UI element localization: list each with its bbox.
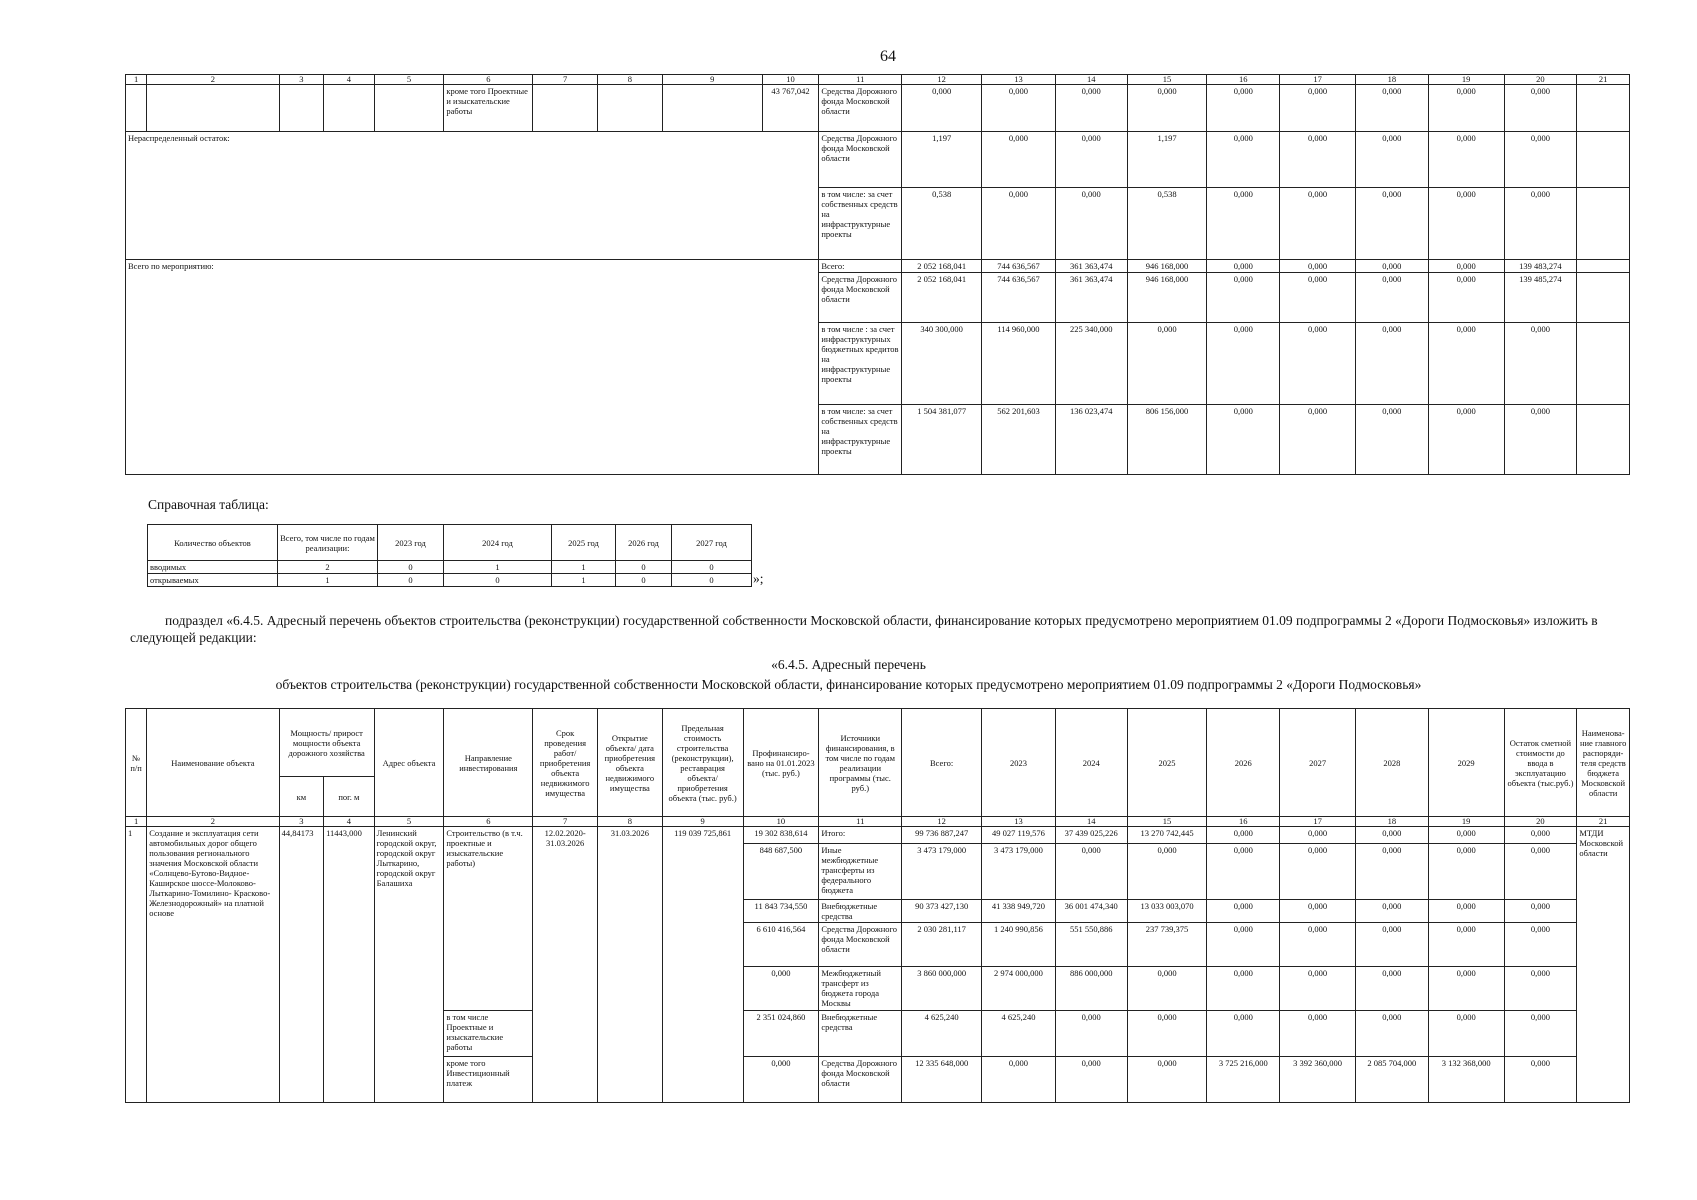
table-row: в том числе: за счет собственных средств на инфраструктурные проекты 0,538 0,000 0,000 0,538 0,000 0,000 0,000 0,000 0,000 (126, 188, 1630, 260)
table-row: кроме того Проектные и изыскательские работы 43 767,042 Средства Дорожного фонда Московской области 0,000 0,000 0,000 0,000 0,000 0,000 0,000 0,000 0,000 (126, 85, 1630, 132)
reference-table-caption: Справочная таблица: (148, 497, 269, 512)
table-row: 1 Создание и эксплуатация сети автомобильных дорог общего пользования регионального значения Московской области «Солнцево-Бутово-Видное-Каширское шоссе-Молоково-Лыткарино-Томилино- Красково-Железнодорожный» на платной основе 44,84173 11443,000 Ленинский городской округ, городской округ Лыткарино, городской округ Балашиха Строительство (в т.ч. проектные и изыскательские работы) 12.02.2020-31.03.2026 31.03.2026 119 039 725,861 19 302 838,614 Итого: 99 736 887,247 49 027 119,576 37 439 025,226 13 270 742,445 0,000 0,000 0,000 0,000 0,000 МТДИ Московской области (126, 827, 1630, 844)
table-row: в том числе : за счет инфраструктурных бюджетных кредитов на инфраструктурные проекты 340 300,000 114 960,000 225 340,000 0,000 0,000 0,000 0,000 0,000 0,000 (126, 323, 1630, 405)
table-row: 848 687,500 Иные межбюджетные трансферты из федерального бюджета 3 473 179,000 3 473 179,000 0,000 0,000 0,000 0,000 0,000 0,000 0,000 (126, 844, 1630, 900)
budget-manager: МТДИ Московской области (1577, 827, 1630, 1103)
reference-table (147, 524, 752, 587)
object-name: Создание и эксплуатация сети автомобильных дорог общего пользования регионального значения Московской области «Солнцево-Бутово-Видное-Каширское шоссе-Молоково-Лыткарино-Томилино- Красково-Железнодорожный» на платной основе (147, 827, 279, 1103)
total-label: Всего по мероприятию: (126, 260, 819, 475)
table-header-subrow: км пог. м (126, 777, 1630, 817)
table-row: Нераспределенный остаток: Средства Дорожного фонда Московской области 1,197 0,000 0,000 1,197 0,000 0,000 0,000 0,000 0,000 (126, 132, 1630, 188)
table-row: открываемых 1 0 0 1 0 0 (148, 574, 752, 587)
table-row: в том числе: за счет собственных средств на инфраструктурные проекты 1 504 381,077 562 201,603 136 023,474 806 156,000 0,000 0,000 0,000 0,000 0,000 (126, 405, 1630, 475)
column-number-row: 1 2 3 4 5 6 7 8 9 10 11 12 13 14 15 16 17 18 19 20 21 (126, 817, 1630, 827)
section-subtitle: объектов строительства (реконструкции) государственной собственности Московской области, финансирование которых предусмотрено мероприятием 01.09 подпрограммы 2 «Дороги Подмосковья» (275, 677, 1422, 692)
closing-quote: »; (753, 571, 764, 586)
table-row: в том числе Проектные и изыскательские работы 2 351 024,860 Внебюджетные средства 4 625,240 4 625,240 0,000 0,000 0,000 0,000 0,000 0,000 0,000 (126, 1011, 1630, 1057)
table-row: вводимых 2 0 1 1 0 0 (148, 561, 752, 574)
reference-table-header: Количество объектов Всего, том числе по годам реализации: 2023 год 2024 год 2025 год 2026 год 2027 год (148, 525, 752, 561)
table-row: 6 610 416,564 Средства Дорожного фонда Московской области 2 030 281,117 1 240 990,856 551 550,886 237 739,375 0,000 0,000 0,000 0,000 0,000 (126, 923, 1630, 967)
amendment-paragraph: подраздел «6.4.5. Адресный перечень объектов строительства (реконструкции) государственной собственности Московской области, финансирование которых предусмотрено мероприятием 01.09 подпрограммы 2 «Дороги Подмосковья» изложить в следующей редакции: (130, 613, 1598, 645)
table-row: Средства Дорожного фонда Московской области 2 052 168,041 744 636,567 361 363,474 946 168,000 0,000 0,000 0,000 0,000 139 485,274 (126, 273, 1630, 323)
table-row: кроме того Инвестиционный платеж 0,000 Средства Дорожного фонда Московской области 12 335 648,000 0,000 0,000 0,000 3 725 216,000 3 392 360,000 2 085 704,000 3 132 368,000 0,000 (126, 1057, 1630, 1103)
section-title: «6.4.5. Адресный перечень (771, 657, 926, 672)
address-list-table (125, 708, 1630, 1103)
unallocated-label: Нераспределенный остаток: (126, 132, 819, 260)
table-row: 0,000 Межбюджетный трансферт из бюджета города Москвы 3 860 000,000 2 974 000,000 886 000,000 0,000 0,000 0,000 0,000 0,000 0,000 (126, 967, 1630, 1011)
page-number: 64 (880, 48, 896, 65)
object-address: Ленинский городской округ, городской округ Лыткарино, городской округ Балашиха (374, 827, 444, 1103)
column-number-row: 1 2 3 4 5 6 7 8 9 10 11 12 13 14 15 16 17 18 19 20 21 (126, 75, 1630, 85)
funding-table-continuation (125, 74, 1630, 475)
table-row: 11 843 734,550 Внебюджетные средства 90 373 427,130 41 338 949,720 36 001 474,340 13 033 003,070 0,000 0,000 0,000 0,000 0,000 (126, 900, 1630, 923)
table-row: Всего по мероприятию: Всего: 2 052 168,041 744 636,567 361 363,474 946 168,000 0,000 0,000 0,000 0,000 139 483,274 (126, 260, 1630, 273)
table-header-row: № п/п Наименование объекта Мощность/ прирост мощности объекта дорожного хозяйства Адрес объекта Направление инвестирования Срок проведения работ/ приобретения объекта недвижимого имущества Открытие объекта/ дата приобретения объекта недвижимого имущества Предельная стоимость строительства (реконструкции), реставрация объекта/ приобретения объекта (тыс. руб.) Профинансиро-вано на 01.01.2023 (тыс. руб.) Источники финансирования, в том числе по годам реализации программы (тыс. руб.) Всего: 2023 2024 2025 2026 2027 2028 2029 Остаток сметной стоимости до ввода в эксплуатацию объекта (тыс.руб.) Наименова-ние главного распоряди-теля средств бюджета Московской области (126, 709, 1630, 777)
